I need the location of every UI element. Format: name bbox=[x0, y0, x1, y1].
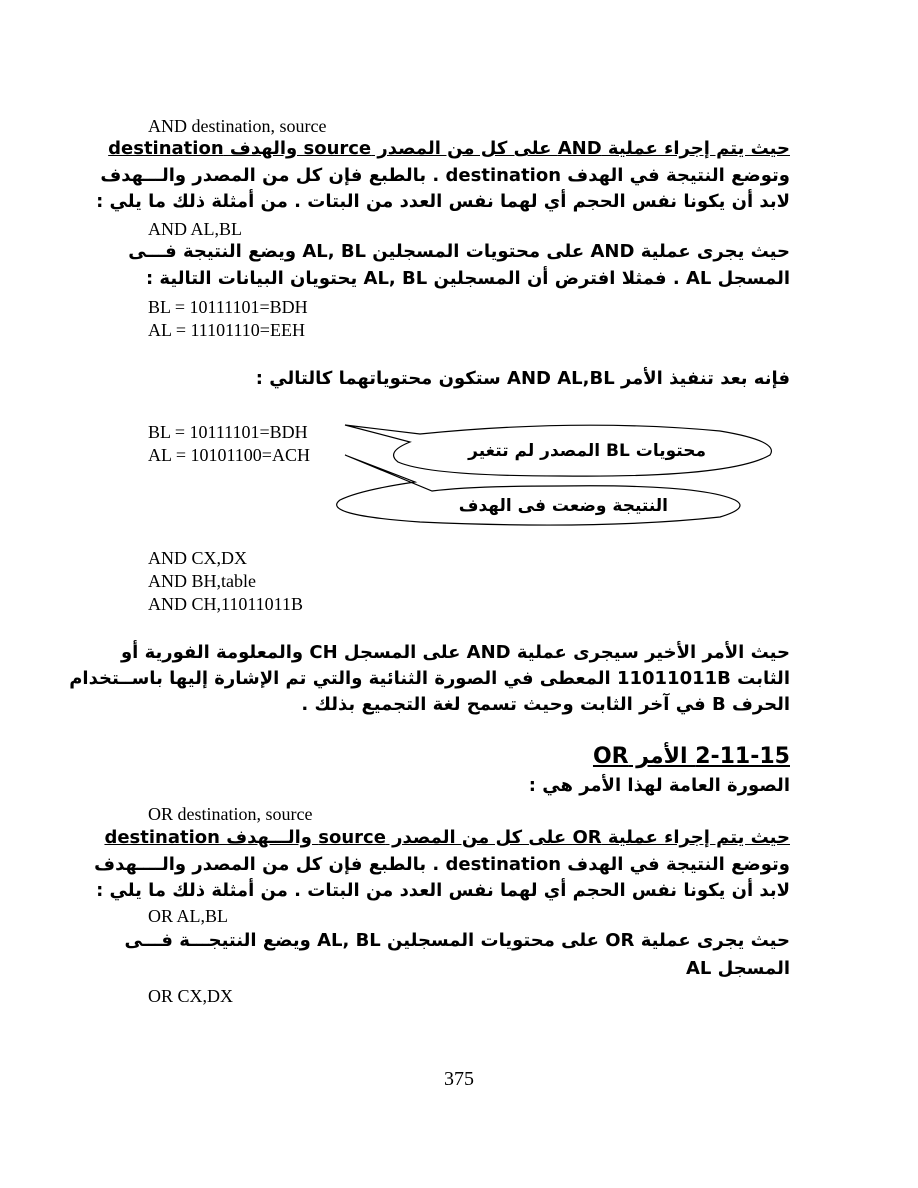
last-para-line1: حيث الأمر الأخير سيجرى عملية AND على المسجل CH والمعلومة الفورية أو bbox=[120, 642, 790, 663]
or-desc-line1: حيث يتم إجراء عملية OR على كل من المصدر source والـــهدف destination bbox=[104, 827, 790, 848]
page-number: 375 bbox=[444, 1068, 474, 1090]
or-desc-line2: وتوضع النتيجة في الهدف destination . بالطبع فإن كل من المصدر والــــهدف bbox=[94, 854, 790, 875]
and-example3: AND BH,table bbox=[148, 571, 256, 591]
and-example1-line1: حيث يجرى عملية AND على محتويات المسجلين AL, BL ويضع النتيجة فـــى bbox=[128, 241, 790, 262]
or-section-heading: 2-11-15 الأمر OR bbox=[592, 744, 790, 769]
and-desc-line2: وتوضع النتيجة في الهدف destination . بالطبع فإن كل من المصدر والـــهدف bbox=[100, 165, 790, 186]
and-example1-line2: المسجل AL . فمثلا افترض أن المسجلين AL, BL يحتويان البيانات التالية : bbox=[145, 268, 790, 289]
or-example1: OR AL,BL bbox=[148, 906, 229, 926]
bl-before: BL = 10111101=BDH bbox=[148, 297, 308, 317]
after-execution-intro: فإنه بعد تنفيذ الأمر AND AL,BL ستكون محتوياتهما كالتالي : bbox=[255, 368, 790, 389]
bl-after: BL = 10111101=BDH bbox=[148, 422, 308, 442]
or-syntax: OR destination, source bbox=[148, 804, 313, 824]
and-example1: AND AL,BL bbox=[148, 219, 242, 239]
or-example2: OR CX,DX bbox=[148, 986, 234, 1006]
and-desc-line1: حيث يتم إجراء عملية AND على كل من المصدر source والهدف destination bbox=[108, 138, 790, 159]
or-example1-line1: حيث يجرى عملية OR على محتويات المسجلين AL, BL ويضع النتيجـــة فـــى bbox=[124, 930, 790, 951]
al-callout-text: النتيجة وضعت فى الهدف bbox=[458, 496, 668, 516]
and-example4: AND CH,11011011B bbox=[148, 594, 304, 614]
and-desc-line3: لابد أن يكونا نفس الحجم أي لهما نفس العدد من البتات . من أمثلة ذلك ما يلي : bbox=[96, 191, 790, 212]
last-para-line3: الحرف B في آخر الثابت وحيث تسمح لغة التجميع بذلك . bbox=[301, 694, 790, 715]
or-desc-line3: لابد أن يكونا نفس الحجم أي لهما نفس العدد من البتات . من أمثلة ذلك ما يلي : bbox=[96, 880, 790, 901]
bl-callout-text: محتويات BL المصدر لم تتغير bbox=[468, 441, 706, 461]
last-para-line2: الثابت 11011011B المعطى في الصورة الثنائية والتي تم الإشارة إليها باســتخدام bbox=[69, 668, 790, 689]
or-example1-line2: المسجل AL bbox=[685, 958, 790, 979]
or-general-form: الصورة العامة لهذا الأمر هي : bbox=[528, 775, 790, 796]
and-example2: AND CX,DX bbox=[148, 548, 247, 568]
al-after: AL = 10101100=ACH bbox=[148, 445, 310, 465]
al-before: AL = 11101110=EEH bbox=[148, 320, 305, 340]
and-syntax: AND destination, source bbox=[148, 116, 327, 136]
